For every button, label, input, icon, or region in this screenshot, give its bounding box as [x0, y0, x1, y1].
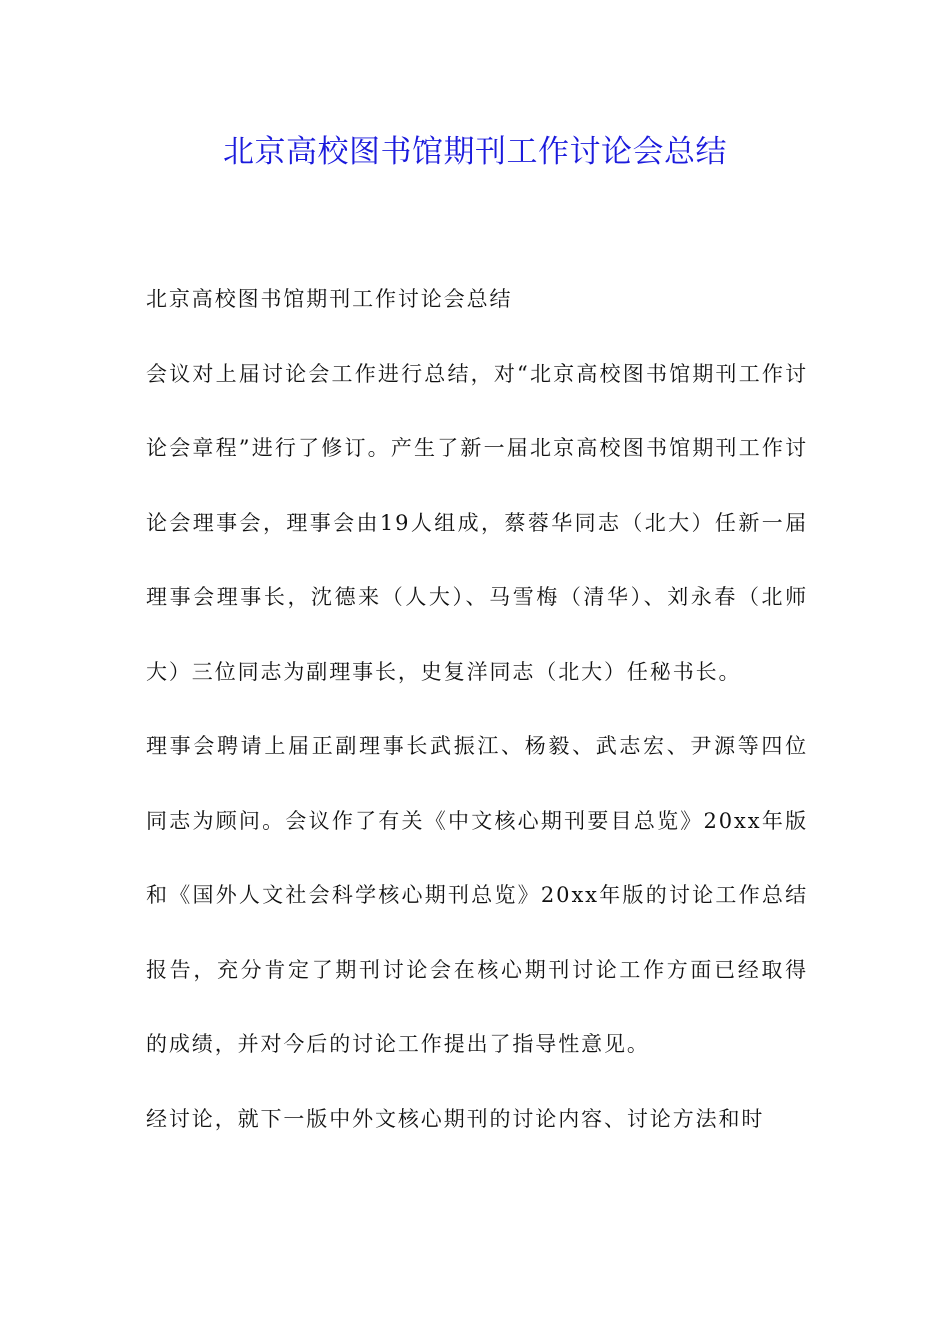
document-body	[146, 262, 808, 1156]
paragraph-discussion: 经讨论，就下一版中外文核心期刊的讨论内容、讨论方法和时	[146, 1106, 765, 1131]
document-title: 北京高校图书馆期刊工作讨论会总结	[223, 134, 727, 170]
paragraph-subtitle: 北京高校图书馆期刊工作讨论会总结	[146, 287, 513, 311]
paragraph-advisors: 理事会聘请上届正副理事长武振江、杨毅、武志宏、尹源等四位同志为顾问。会议作了有关《中文核心期刊要目总览》20xx年版和《国外人文社会科学核心期刊总览》20xx年版的讨论工作总结报告，充分肯定了期刊讨论会在核心期刊讨论工作方面已经取得的成绩，并对今后的讨论工作提出了指导性意见。	[146, 734, 808, 1056]
paragraph-council: 会议对上届讨论会工作进行总结，对“北京高校图书馆期刊工作讨论会章程”进行了修订。产生了新一届北京高校图书馆期刊工作讨论会理事会，理事会由19人组成，蔡蓉华同志（北大）任新一届理事会理事长，沈德来（人大）、马雪梅（清华）、刘永春（北师大）三位同志为副理事长，史复洋同志（北大）任秘书长。	[146, 361, 808, 684]
